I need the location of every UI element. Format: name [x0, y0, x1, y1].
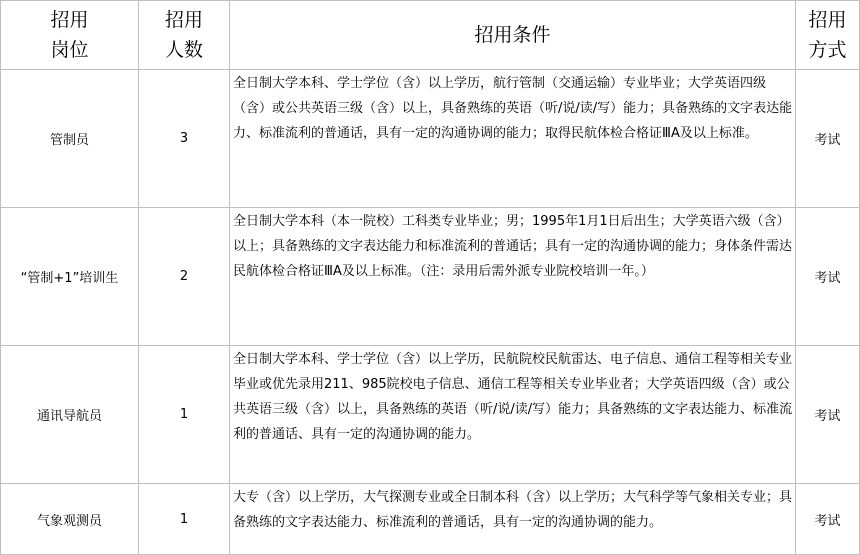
condition-cell: 全日制大学本科、学士学位（含）以上学历，民航院校民航雷达、电子信息、通信工程等相关专业毕业或优先录用211、985院校电子信息、通信工程等相关专业毕业者；大学英语四级（含）或公共英语三级（含）以上，具备熟练的英语（听/说/读/写）能力；具备熟练的文字表达能力、标准流利的普通话、具有一定的沟通协调的能力。 — [230, 346, 796, 484]
position-cell: “管制+1”培训生 — [1, 208, 139, 346]
position-cell: 通讯导航员 — [1, 346, 139, 484]
position-cell: 气象观测员 — [1, 484, 139, 555]
method-cell: 考试 — [796, 208, 860, 346]
table-row — [1, 484, 860, 555]
header-position: 招用 岗位 — [1, 1, 139, 70]
header-method: 招用 方式 — [796, 1, 860, 70]
count-cell: 3 — [139, 70, 230, 208]
header-condition: 招用条件 — [230, 1, 796, 70]
method-cell: 考试 — [796, 346, 860, 484]
table-row — [1, 208, 860, 346]
header-row — [1, 1, 860, 70]
header-count: 招用 人数 — [139, 1, 230, 70]
condition-cell: 大专（含）以上学历，大气探测专业或全日制本科（含）以上学历；大气科学等气象相关专业；具备熟练的文字表达能力、标准流利的普通话，具有一定的沟通协调的能力。 — [230, 484, 796, 555]
table-row — [1, 346, 860, 484]
position-cell: 管制员 — [1, 70, 139, 208]
count-cell: 1 — [139, 346, 230, 484]
method-cell: 考试 — [796, 70, 860, 208]
condition-cell: 全日制大学本科（本一院校）工科类专业毕业；男；1995年1月1日后出生；大学英语六级（含）以上；具备熟练的文字表达能力和标准流利的普通话；具有一定的沟通协调的能力；身体条件需达民航体检合格证ⅢA及以上标准。（注：录用后需外派专业院校培训一年。） — [230, 208, 796, 346]
count-cell: 2 — [139, 208, 230, 346]
method-cell: 考试 — [796, 484, 860, 555]
count-cell: 1 — [139, 484, 230, 555]
table-row — [1, 70, 860, 208]
condition-cell: 全日制大学本科、学士学位（含）以上学历，航行管制（交通运输）专业毕业；大学英语四级（含）或公共英语三级（含）以上，具备熟练的英语（听/说/读/写）能力；具备熟练的文字表达能力、标准流利的普通话，具有一定的沟通协调的能力；取得民航体检合格证ⅢA及以上标准。 — [230, 70, 796, 208]
